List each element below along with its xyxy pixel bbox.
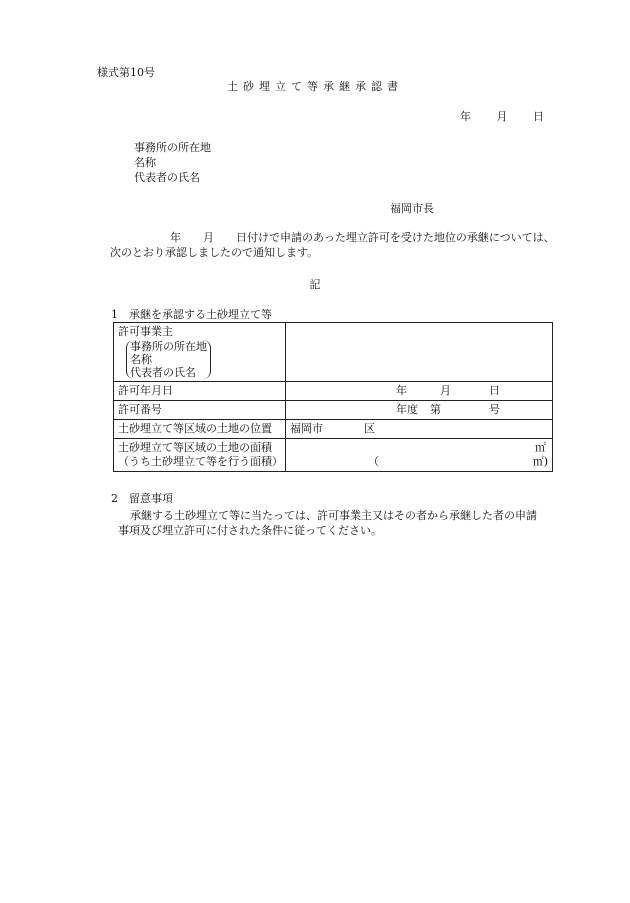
permit-date-month: 月	[440, 384, 451, 398]
addressee-block	[134, 140, 211, 185]
permit-number-go: 号	[489, 403, 500, 417]
ki-mark: 記	[309, 278, 321, 291]
location-label: 土砂埋立て等区域の土地の位置	[114, 420, 286, 439]
addressee-name: 名称	[134, 156, 156, 169]
permittee-name: 名称	[130, 353, 152, 367]
table-row-permit-date	[114, 382, 553, 401]
form-number: 様式第10号	[97, 66, 155, 79]
approval-table	[113, 322, 553, 472]
date-year-label: 年	[460, 110, 471, 123]
location-ward: 区	[364, 422, 375, 436]
table-row-permit-number	[114, 401, 553, 420]
notes-line-1: 承継する土砂埋立て等に当たっては、許可事業主又はその者から承継した者の申請	[130, 509, 537, 522]
location-city: 福岡市	[290, 422, 323, 436]
permit-date-value-cell[interactable]	[286, 382, 553, 401]
issuer-name: 福岡市長	[390, 202, 434, 215]
area-label-fill: （うち土砂埋立て等を行う面積）	[118, 454, 283, 468]
table-row-permittee	[114, 323, 553, 382]
permit-number-dai: 第	[430, 403, 441, 417]
area-value-cell[interactable]	[286, 439, 553, 472]
area-unit-fill: ㎡)	[532, 455, 548, 469]
area-label-cell	[114, 439, 286, 472]
permittee-value-cell[interactable]	[286, 323, 553, 382]
permit-number-label: 許可番号	[114, 401, 286, 420]
body-line-1: 年 月 日付けで申請のあった埋立許可を受けた地位の承継については、	[170, 231, 555, 244]
addressee-representative: 代表者の氏名	[134, 171, 200, 184]
area-open-paren: （	[368, 455, 379, 469]
permittee-label-cell	[114, 323, 286, 382]
section1-heading: 1 承継を承認する土砂埋立て等	[111, 308, 272, 321]
permit-number-value-cell[interactable]	[286, 401, 553, 420]
permittee-detail-bracket	[126, 340, 211, 379]
permit-date-year: 年	[396, 384, 407, 398]
body-line-2: 次のとおり承認しましたので通知します。	[110, 246, 319, 259]
section2-heading: 2 留意事項	[111, 492, 173, 505]
notes-paragraph	[118, 508, 573, 538]
permittee-label: 許可事業主	[118, 325, 173, 338]
body-paragraph	[110, 230, 580, 260]
permittee-representative: 代表者の氏名	[130, 366, 196, 380]
document-title: 土砂埋立て等承継承認書	[227, 80, 403, 93]
date-month-label: 月	[496, 110, 508, 123]
permit-date-day: 日	[489, 384, 500, 398]
permittee-office-location: 事務所の所在地	[130, 340, 207, 354]
table-row-location	[114, 420, 553, 439]
table-row-area	[114, 439, 553, 472]
permit-date-label: 許可年月日	[114, 382, 286, 401]
notes-line-2: 事項及び埋立許可に付された条件に従ってください。	[118, 524, 382, 537]
permit-number-nendo: 年度	[396, 403, 418, 417]
issue-date-line	[460, 110, 544, 123]
area-unit-total: ㎡	[535, 441, 546, 455]
date-day-label: 日	[533, 110, 544, 123]
area-label-total: 土砂埋立て等区域の土地の面積	[118, 441, 272, 455]
addressee-office-location: 事務所の所在地	[134, 141, 211, 154]
location-value-cell[interactable]	[286, 420, 553, 439]
